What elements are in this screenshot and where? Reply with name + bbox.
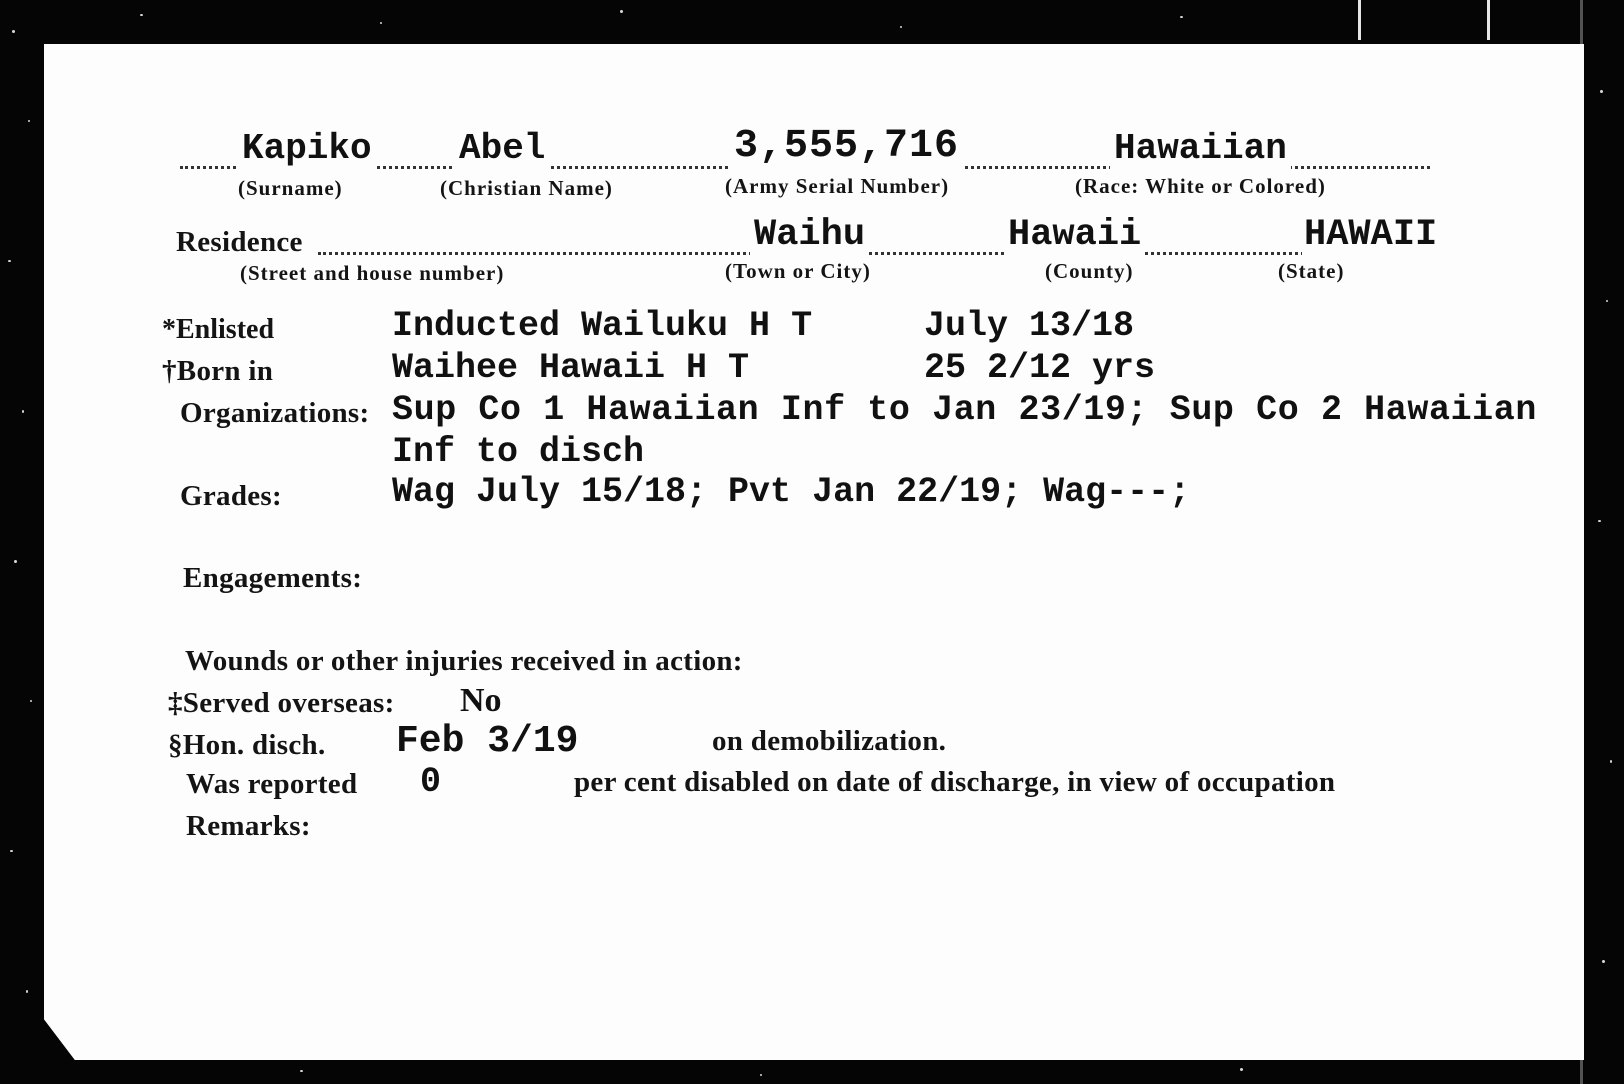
served-overseas-label: ‡Served overseas: (168, 687, 395, 719)
born-value: Waihee Hawaii H T (392, 348, 750, 388)
street-caption: (Street and house number) (240, 261, 505, 285)
engagements-label: Engagements: (183, 562, 363, 594)
hon-disch-suffix: on demobilization. (712, 725, 947, 757)
county-caption: (County) (1045, 259, 1134, 283)
race-caption: (Race: White or Colored) (1075, 174, 1326, 198)
grades-value: Wag July 15/18; Pvt Jan 22/19; Wag---; (392, 472, 1191, 512)
born-label: †Born in (162, 355, 274, 387)
christian-name-value: Abel (455, 128, 549, 169)
enlisted-value: Inducted Wailuku H T (392, 306, 813, 346)
organizations-label: Organizations: (180, 397, 370, 429)
born-age: 25 2/12 yrs (924, 348, 1156, 388)
residence-state-value: HAWAII (1304, 214, 1438, 256)
enlisted-date: July 13/18 (924, 306, 1135, 346)
organizations-line-2: Inf to disch (392, 432, 645, 472)
residence-county-value: Hawaii (1004, 214, 1145, 256)
residence-town-value: Waihu (750, 214, 869, 256)
town-caption: (Town or City) (725, 259, 871, 283)
remarks-label: Remarks: (186, 810, 311, 842)
served-overseas-value: No (460, 682, 502, 719)
wounds-label: Wounds or other injuries received in action: (185, 645, 743, 677)
residence-rule (318, 252, 1430, 255)
hon-disch-date: Feb 3/19 (396, 720, 579, 763)
grades-label: Grades: (180, 480, 282, 512)
surname-value: Kapiko (238, 128, 376, 169)
enlisted-label: *Enlisted (162, 314, 275, 345)
serial-number-caption: (Army Serial Number) (725, 174, 950, 198)
organizations-line-1: Sup Co 1 Hawaiian Inf to Jan 23/19; Sup Co 2 Hawaiian (392, 390, 1537, 430)
reported-label: Was reported (186, 768, 358, 800)
reported-value: 0 (420, 762, 442, 802)
reported-suffix: per cent disabled on date of discharge, in view of occupation (574, 766, 1336, 798)
race-value: Hawaiian (1110, 128, 1291, 169)
christian-name-caption: (Christian Name) (440, 176, 613, 200)
surname-caption: (Surname) (238, 176, 343, 200)
serial-number-value: 3,555,716 (730, 124, 963, 169)
hon-disch-label: §Hon. disch. (168, 729, 326, 761)
state-caption: (State) (1278, 259, 1345, 283)
residence-label: Residence (176, 226, 303, 258)
